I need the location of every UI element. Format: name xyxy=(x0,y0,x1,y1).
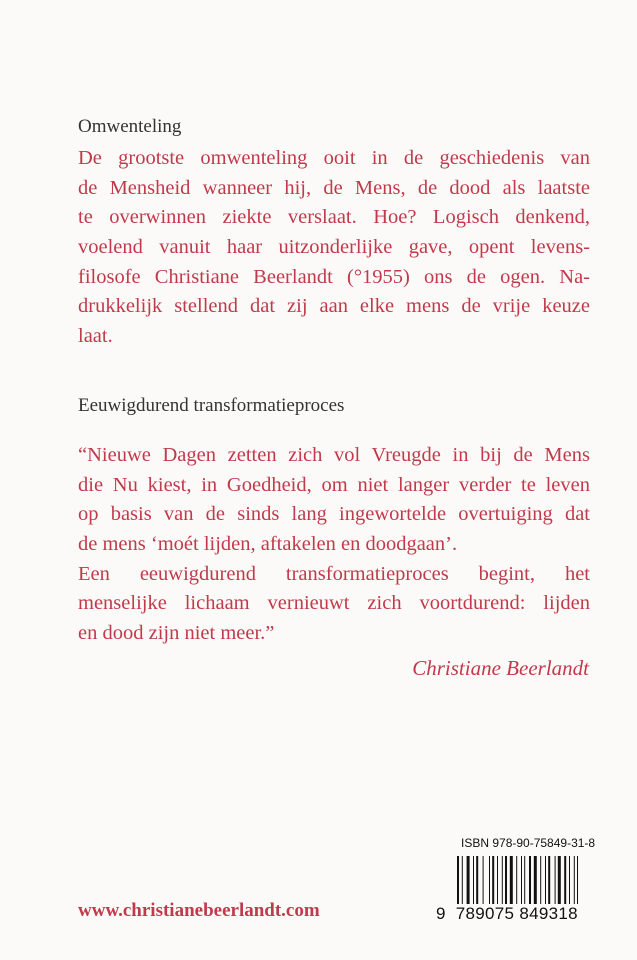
barcode-bar xyxy=(457,856,459,910)
text-line: drukkelijk stellend dat zij aan elke mens de vrije keuze xyxy=(78,295,590,318)
barcode-bar xyxy=(529,856,531,910)
text-line: de Mensheid wanneer hij, de Mens, de dood als laatste xyxy=(78,176,590,199)
barcode-digits xyxy=(436,904,578,924)
barcode-bar xyxy=(545,856,546,910)
barcode-bar xyxy=(497,856,498,910)
barcode-bar xyxy=(473,856,474,910)
barcode-bar xyxy=(577,856,578,910)
text-line: en dood zijn niet meer.” xyxy=(78,622,275,645)
isbn-label: ISBN 978-90-75849-31-8 xyxy=(461,836,596,850)
barcode-first-digit: 9 xyxy=(436,904,446,923)
intro-paragraph xyxy=(78,144,590,352)
barcode-bar xyxy=(510,856,513,910)
barcode-bar xyxy=(534,856,537,910)
barcode-bar xyxy=(483,856,484,910)
text-line: voelend vanuit haar uitzonderlijke gave, opent levens- xyxy=(78,236,590,259)
text-line: De grootste omwenteling ooit in de geschiedenis van xyxy=(78,147,590,169)
barcode-bar xyxy=(558,856,561,910)
text-line: die Nu kiest, in Goedheid, om niet langer verder te leven xyxy=(78,473,590,496)
text-line: te overwinnen ziekte verslaat. Hoe? Logisch denkend, xyxy=(78,206,590,229)
text-line: op basis van de sinds lang ingewortelde overtuiging dat xyxy=(78,503,590,526)
barcode-bar xyxy=(502,856,503,910)
barcode-bar xyxy=(467,856,470,910)
barcode-bar xyxy=(489,856,490,910)
section-heading-omwenteling: Omwenteling xyxy=(78,116,182,137)
text-line: “Nieuwe Dagen zetten zich vol Vreugde in bij de Mens xyxy=(78,444,590,466)
barcode-bar xyxy=(524,856,525,910)
barcode-bar xyxy=(492,856,494,910)
text-line: laat. xyxy=(78,325,113,348)
barcode-bar xyxy=(555,856,556,910)
website-link[interactable]: www.christianebeerlandt.com xyxy=(78,900,320,921)
barcode-bar xyxy=(521,856,522,910)
barcode-number: 789075 849318 xyxy=(455,904,578,923)
barcode xyxy=(457,856,587,910)
barcode-bar xyxy=(505,856,507,910)
text-line: Een eeuwigdurend transformatieproces begint, het xyxy=(78,562,590,585)
quote-paragraph xyxy=(78,441,590,649)
barcode-bar xyxy=(476,856,478,910)
barcode-bar xyxy=(516,856,517,910)
text-line: de mens ‘moét lijden, aftakelen en doodgaan’. xyxy=(78,533,458,556)
barcode-bar xyxy=(540,856,541,910)
text-line: menselijke lichaam vernieuwt zich voortdurend: lijden xyxy=(78,592,590,615)
quote-signature: Christiane Beerlandt xyxy=(412,656,589,680)
barcode-bar xyxy=(564,856,566,910)
barcode-bar xyxy=(462,856,463,910)
text-line: filosofe Christiane Beerlandt (°1955) ons de ogen. Na- xyxy=(78,265,590,288)
barcode-bar xyxy=(569,856,570,910)
barcode-bar xyxy=(574,856,575,910)
section-heading-transformatieproces: Eeuwigdurend transformatieproces xyxy=(78,395,345,416)
barcode-bar xyxy=(548,856,550,910)
